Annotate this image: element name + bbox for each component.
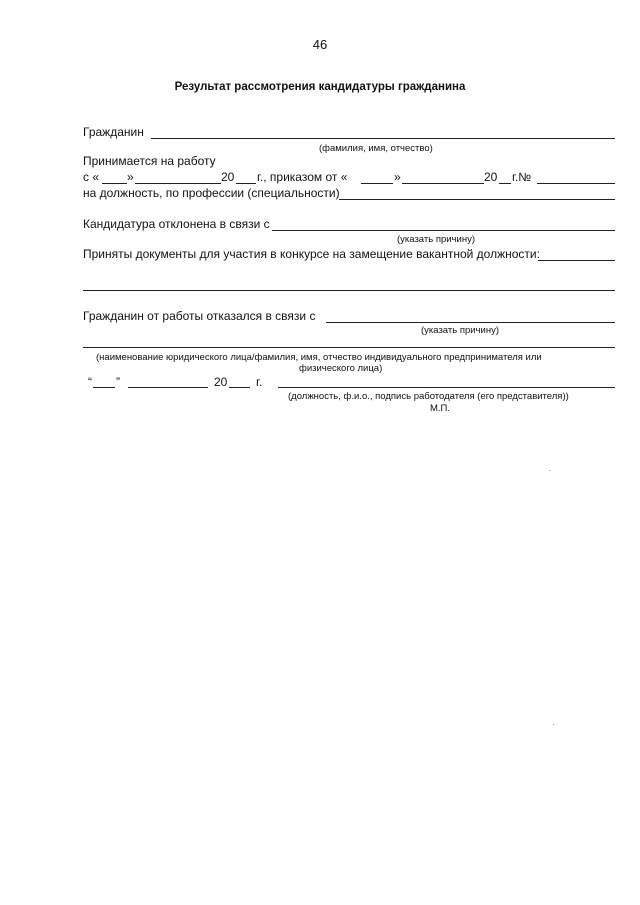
page-title: Результат рассмотрения кандидатуры гражданина xyxy=(174,81,466,93)
signature-caption: (должность, ф.и.о., подпись работодателя (его представителя)) xyxy=(288,391,569,402)
start-year-prefix: 20 xyxy=(221,170,235,184)
date-year-suffix: г. xyxy=(256,375,263,389)
position-label: на должность, по профессии (специальности) xyxy=(83,186,340,200)
accepted-label: Принимается на работу xyxy=(83,154,216,168)
date-year-prefix: 20 xyxy=(214,375,228,389)
documents-line-2 xyxy=(83,290,615,291)
citizen-name-line xyxy=(151,138,615,139)
order-day-line xyxy=(361,183,393,184)
citizen-label: Гражданин xyxy=(83,125,144,139)
refused-reason-line xyxy=(326,322,615,323)
employer-caption-line2: физического лица) xyxy=(299,363,383,374)
order-year-prefix: 20 xyxy=(484,170,498,184)
refused-label: Гражданин от работы отказался в связи с xyxy=(83,309,316,323)
date-day-line xyxy=(93,387,115,388)
scan-speck xyxy=(549,470,550,471)
stamp-label: М.П. xyxy=(430,403,451,414)
page-number: 46 xyxy=(312,37,328,52)
date-month-line xyxy=(128,387,208,388)
scan-speck xyxy=(553,724,554,725)
documents-line-1 xyxy=(538,260,615,261)
start-day-line xyxy=(102,183,127,184)
documents-label: Приняты документы для участия в конкурсе на замещение вакантной должности: xyxy=(83,247,540,261)
position-line xyxy=(339,199,615,200)
order-number-line xyxy=(537,183,615,184)
order-prefix: г., приказом от « xyxy=(257,170,348,184)
from-prefix: с « xyxy=(83,170,100,184)
date-year-line xyxy=(229,387,250,388)
start-month-line xyxy=(135,183,221,184)
rejected-label: Кандидатура отклонена в связи с xyxy=(83,217,270,231)
rejected-reason-line xyxy=(272,230,615,231)
order-quote-close: » xyxy=(394,170,401,184)
from-quote-close: » xyxy=(127,170,134,184)
employer-name-line xyxy=(83,347,615,348)
date-open-quote: “ xyxy=(88,375,92,389)
citizen-caption: (фамилия, имя, отчество) xyxy=(319,143,433,154)
refused-caption: (указать причину) xyxy=(421,325,499,336)
signature-line xyxy=(278,387,615,388)
order-year-line xyxy=(499,183,511,184)
employer-caption-line1: (наименование юридического лица/фамилия, имя, отчество индивидуального предпринимателя или xyxy=(96,352,542,363)
start-year-line xyxy=(236,183,256,184)
rejected-caption: (указать причину) xyxy=(397,234,475,245)
order-month-line xyxy=(402,183,484,184)
date-close-quote: ” xyxy=(116,375,120,389)
order-number-label: г.№ xyxy=(512,170,532,184)
